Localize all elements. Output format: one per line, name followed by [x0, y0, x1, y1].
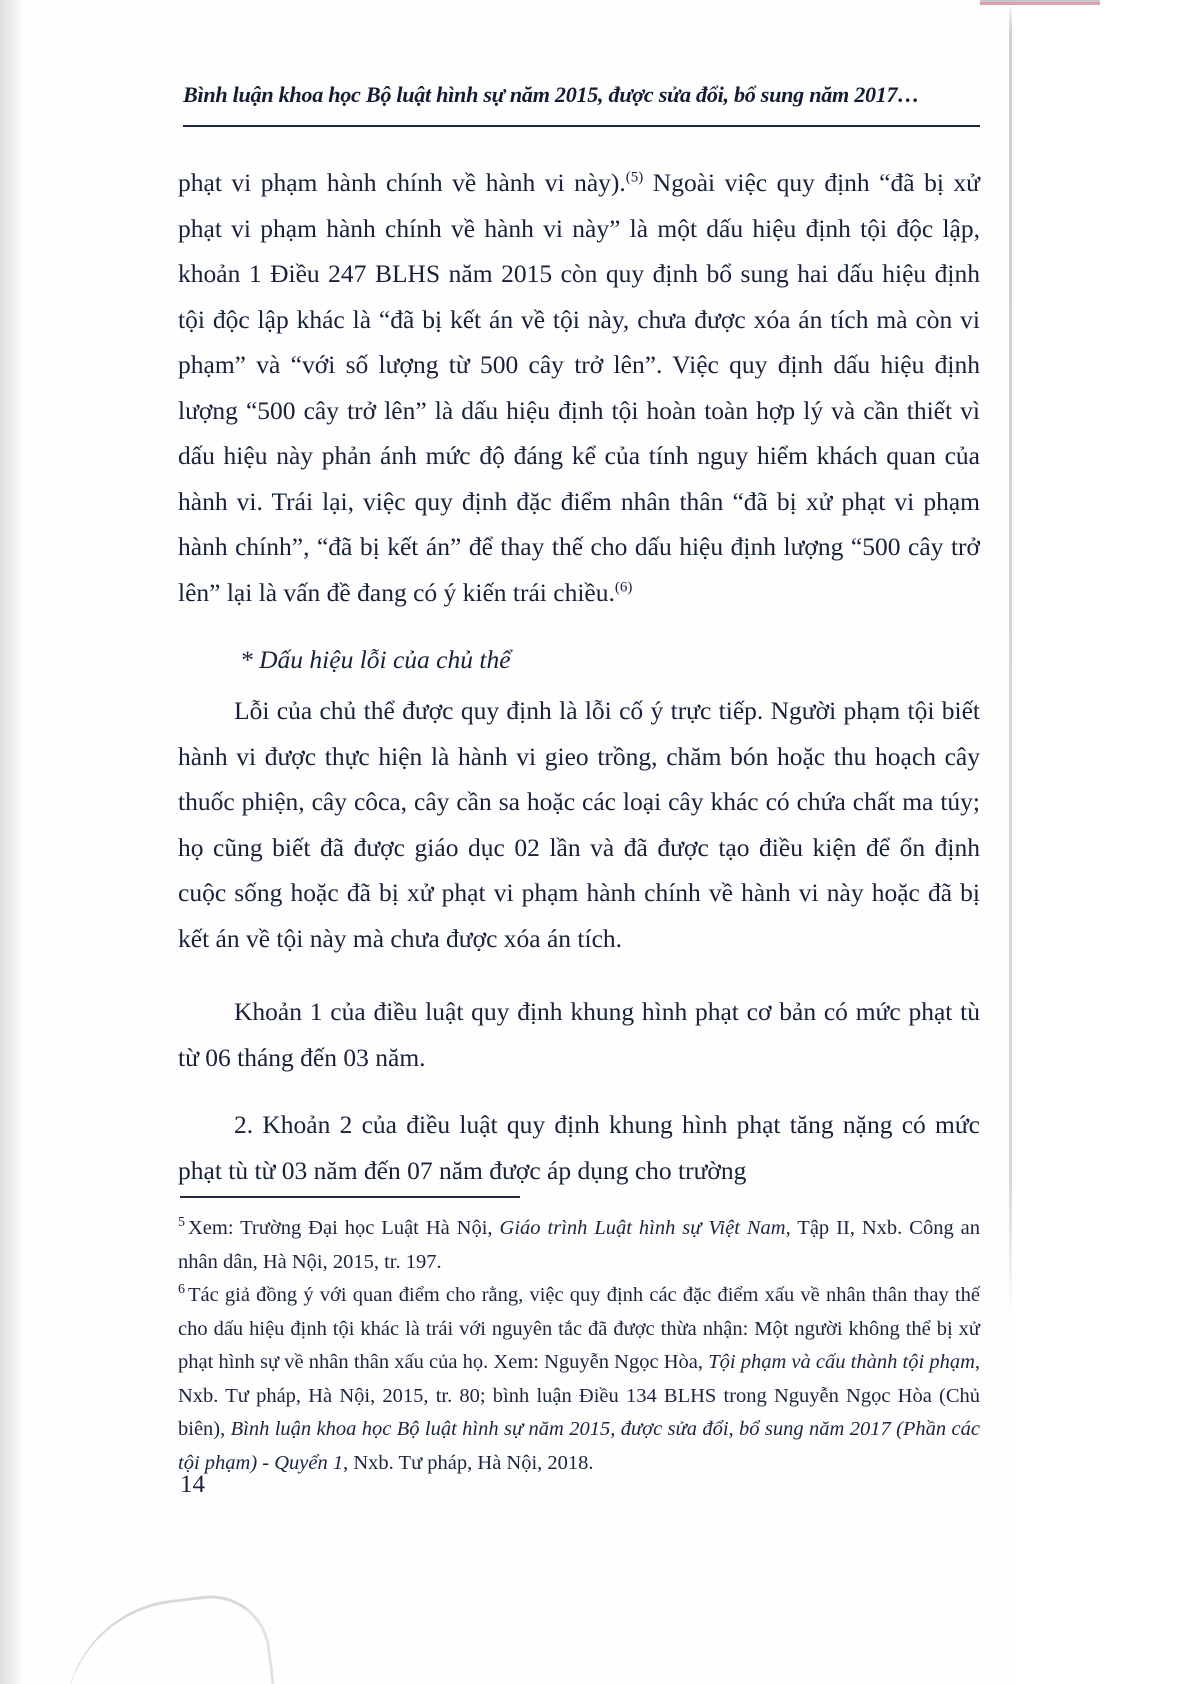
paragraph-3: Khoản 1 của điều luật quy định khung hình phạt cơ bản có mức phạt tù từ 06 tháng đến 03 năm. [178, 997, 980, 1072]
footnote-ref-5: (5) [625, 169, 644, 186]
paragraph-2: Lỗi của chủ thể được quy định là lỗi cố ý trực tiếp. Người phạm tội biết hành vi được thực hiện là hành vi gieo trồng, chăm bón hoặc thu hoạch cây thuốc phiện, cây côca, cây cần sa hoặc các loại cây khác có chứa chất ma túy; họ cũng biết đã được giáo dục 02 lần và đã được tạo điều kiện để ổn định cuộc sống hoặc đã bị xử phạt vi phạm hành chính về hành vi này hoặc đã bị kết án về tội này mà chưa được xóa án tích. [178, 696, 980, 953]
footnote-6 [178, 1279, 980, 1480]
footnote-6-part-3: , Nxb. Tư pháp, Hà Nội, 2018. [343, 1451, 594, 1474]
paragraph-continuation [178, 160, 980, 615]
scan-top-artifact [980, 0, 1100, 7]
footnote-5 [178, 1212, 980, 1279]
running-header [183, 82, 980, 108]
footnote-separator-rule [180, 1196, 520, 1198]
running-header-text: Bình luận khoa học Bộ luật hình sự năm 2015, được sửa đổi, bổ sung năm 2017… [183, 82, 920, 107]
footnote-6-title-1: Tội phạm và cấu thành tội phạm [708, 1351, 975, 1373]
footnote-5-part-1: Xem: Trường Đại học Luật Hà Nội, [188, 1217, 500, 1239]
footnote-6-part-1: Tác giả đồng ý với quan điểm cho rằng, việc quy định các đặc điểm xấu về nhân thân thay thế cho dấu hiệu định tội khác là trái với nguyên tắc đã được thừa nhận: Một người không thể bị xử phạt hình sự về nhân thân xấu của họ. Xem: Nguyễn Ngọc Hòa, [178, 1284, 980, 1373]
footnotes-section [178, 1212, 980, 1480]
paragraph-4: 2. Khoản 2 của điều luật quy định khung hình phạt tăng nặng có mức phạt tù từ 03 năm đến 07 năm được áp dụng cho trường [178, 1110, 980, 1185]
footnote-5-part-2: Tập II, Nxb. Công an nhân dân, Hà Nội, 2015, tr. 197. [178, 1217, 981, 1273]
body-text [178, 160, 980, 1193]
page-number: 14 [180, 1471, 205, 1498]
paragraph-1-text-before-footnote: phạt vi phạm hành chính về hành vi này). [178, 168, 626, 197]
left-edge-shadow [0, 0, 22, 1684]
page-content-column [178, 0, 980, 1684]
footnote-5-marker: 5 [178, 1215, 185, 1231]
footnote-6-title-2: Bình luận khoa học Bộ luật hình sự năm 2015, được sửa đổi, bổ sung năm 2017 (Phần các tội phạm) - Quyển 1 [178, 1418, 980, 1474]
scan-right-white-margin [1012, 0, 1190, 1684]
paragraph-1-text-after-footnote: Ngoài việc quy định “đã bị xử phạt vi phạm hành chính về hành vi này” là một dấu hiệu định tội độc lập, khoản 1 Điều 247 BLHS năm 2015 còn quy định bổ sung hai dấu hiệu định tội độc lập khác là “đã bị kết án về tội này, chưa được xóa án tích mà còn vi phạm” và “với số lượng từ 500 cây trở lên”. Việc quy định dấu hiệu định lượng “500 cây trở lên” là dấu hiệu định tội hoàn toàn hợp lý và cần thiết vì dấu hiệu này phản ánh mức độ đáng kể của tính nguy hiểm khách quan của hành vi. Trái lại, việc quy định đặc điểm nhân thân “đã bị xử phạt vi phạm hành chính”, “đã bị kết án” để thay thế cho dấu hiệu định lượng “500 cây trở lên” lại là vấn đề đang có ý kiến trái chiều. [178, 168, 980, 607]
scan-page-edge-line [1009, 0, 1012, 1684]
header-rule [183, 125, 980, 127]
footnote-6-part-2: , Nxb. Tư pháp, Hà Nội, 2015, tr. 80; bình luận Điều 134 BLHS trong Nguyễn Ngọc Hòa (Chủ biên), [178, 1351, 980, 1440]
footnote-6-marker: 6 [178, 1282, 185, 1298]
subheading-dau-hieu-loi: * Dấu hiệu lỗi của chủ thể [240, 645, 511, 674]
footnote-5-title: Giáo trình Luật hình sự Việt Nam, [499, 1217, 791, 1239]
footnote-ref-6: (6) [614, 579, 633, 595]
